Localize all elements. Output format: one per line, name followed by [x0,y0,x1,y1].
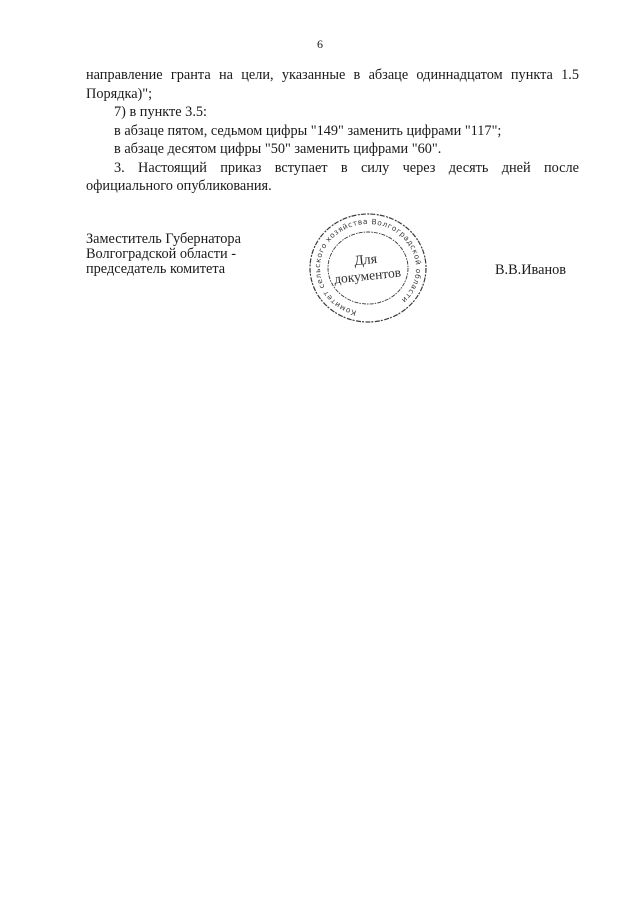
stamp-center-line: документов [333,264,402,287]
page-number: 6 [317,37,323,51]
paragraph-item-3: 3. Настоящий приказ вступает в силу через десять дней после [114,159,579,176]
paragraph-item-7: 7) в пункте 3.5: [114,104,208,120]
signatory-position-line: Волгоградской области - [86,246,236,262]
official-stamp [302,208,434,326]
signatory-position-line: председатель комитета [86,261,226,277]
stamp-ring-text: Комитет сельского хозяйства Волгоградской области [312,216,424,318]
paragraph-line: в абзаце пятом, седьмом цифры "149" заменить цифрами "117"; [114,122,502,139]
stamp-center-line: Для [353,251,378,270]
paragraph-line: в абзаце десятом цифры "50" заменить цифрами "60". [114,141,442,157]
signatory-name: В.В.Иванов [495,262,567,278]
document-body [86,66,579,196]
paragraph-line: официального опубликования. [86,178,272,194]
signatory-position [86,232,241,277]
paragraph-line: Порядка)"; [86,85,153,102]
paragraph-line: направление гранта на цели, указанные в абзаце одиннадцатом пункта 1.5 [86,67,579,83]
signatory-position-line: Заместитель Губернатора [86,231,241,247]
